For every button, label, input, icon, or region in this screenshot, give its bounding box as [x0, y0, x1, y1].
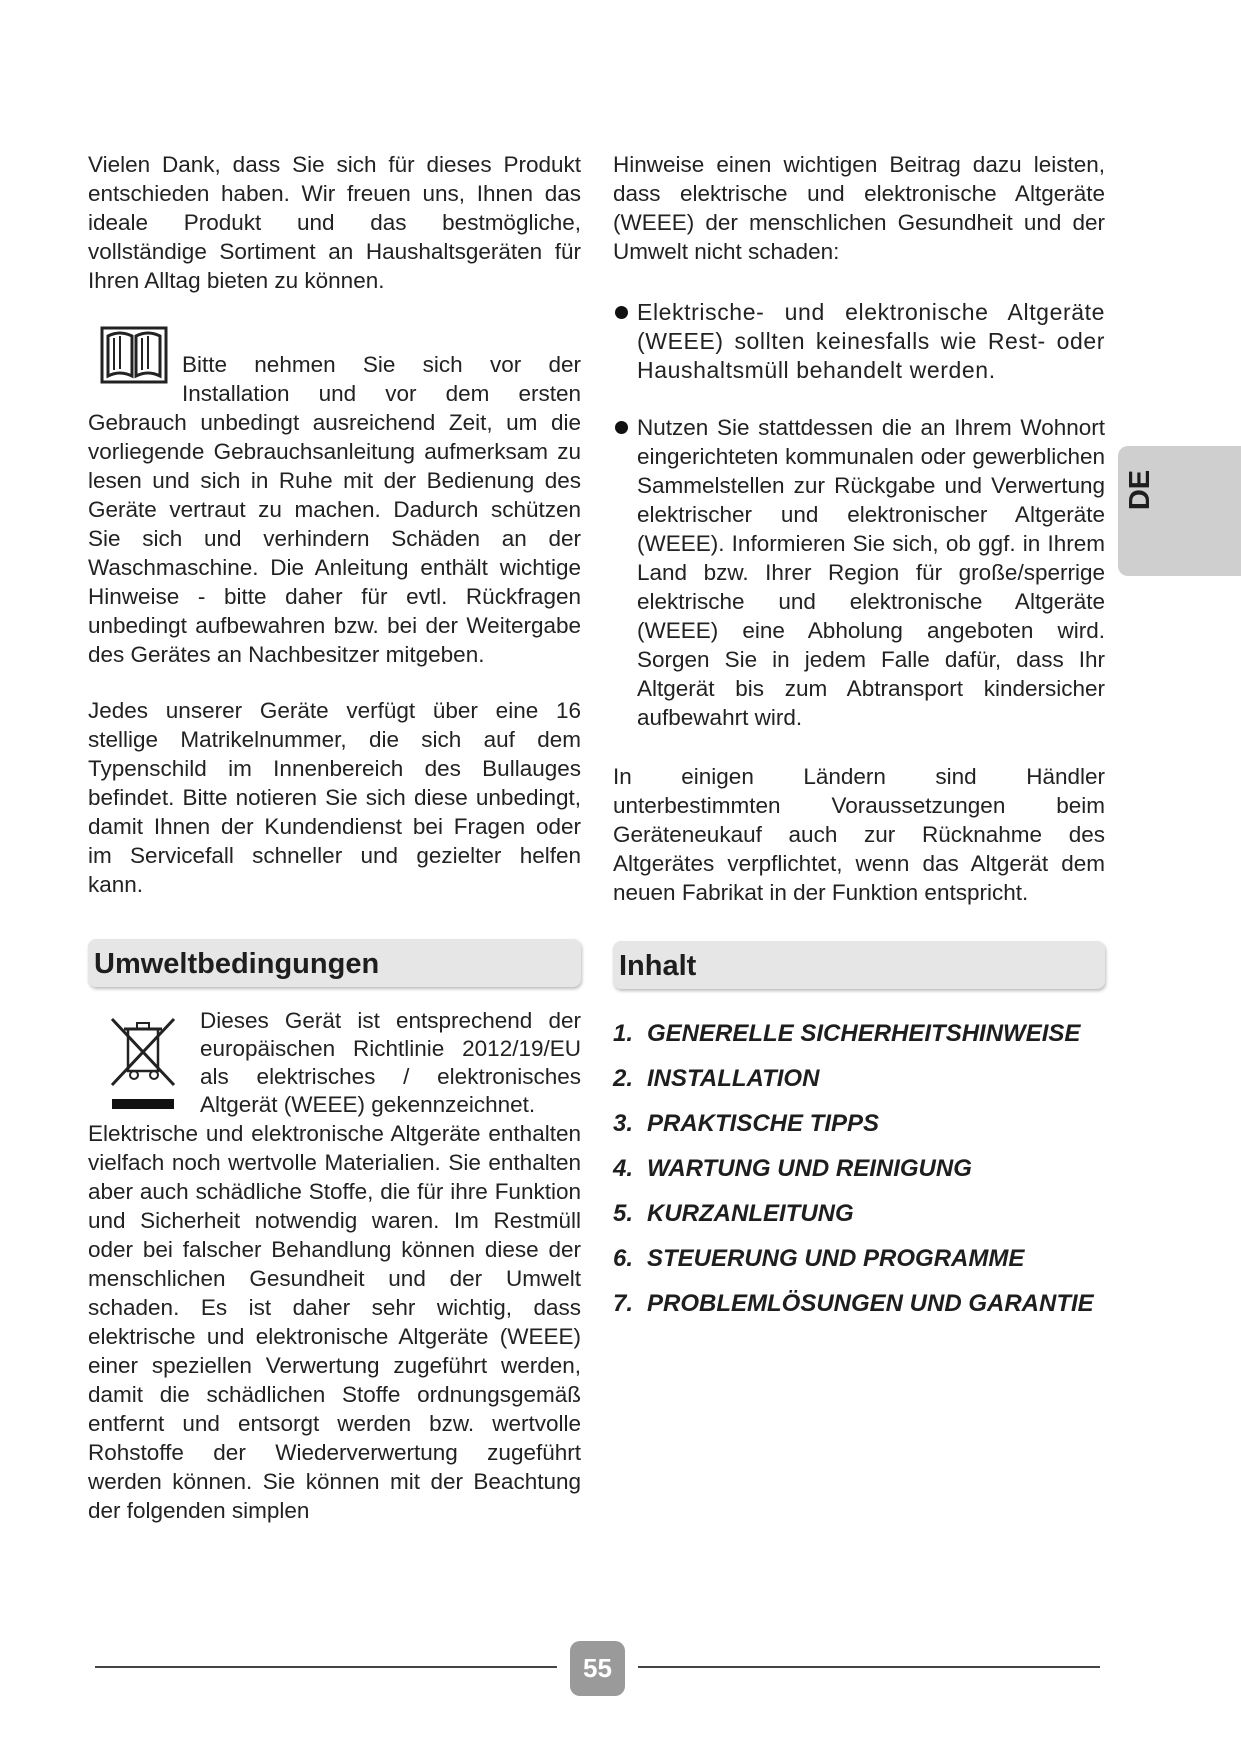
weee-marking-text: Dieses Gerät ist entsprechend der europäischen Richtlinie 2012/19/EU als elektrisches / elektronisches Altgerät (WEEE) gekennzeichnet.	[200, 1008, 581, 1117]
language-tab-label: DE	[1124, 469, 1156, 511]
footer-rule-left	[95, 1666, 557, 1668]
manual-paragraph: Bitte nehmen Sie sich vor der Installation und vor dem ersten Gebrauch unbedingt ausreichend Zeit, um die vorliegende Gebrauchsanleitung aufmerksam zu lesen und sich in Ruhe mit der Bedienung des Geräte vertraut zu machen. Dadurch schützen Sie sich und verhindern Schäden an der Waschmaschine. Die Anleitung enthält wichtige Hinweise - bitte daher für evtl. Rückfragen unbedingt aufbewahren bzw. bei der Weitergabe des Gerätes an Nachbesitzer mitgeben.	[88, 352, 581, 667]
manual-notice	[88, 322, 581, 669]
list-item: Nutzen Sie stattdessen die an Ihrem Wohnort eingerichteten kommunalen oder gewerblichen Sammelstellen zur Rückgabe und Verwertung elektrischer und elektronischer Altgeräte (WEEE). Informieren Sie sich, ob ggf. in Ihrem Land bzw. Ihrer Region für große/sperrige elektrische und elektronische Altgeräte (WEEE) eine Abholung angeboten wird. Sorgen Sie in jedem Falle dafür, dass Ihr Altgerät bis zum Abtransport kindersicher aufbewahrt wird.	[613, 413, 1105, 732]
left-column	[88, 150, 581, 1525]
intro-paragraph: Vielen Dank, dass Sie sich für dieses Produkt entschieden haben. Wir freuen uns, Ihnen das ideale Produkt und das bestmögliche, vollständige Sortiment an Haushaltsgeräten für Ihren Alltag bieten zu können.	[88, 152, 581, 293]
toc-item[interactable]: 2. INSTALLATION	[613, 1065, 820, 1092]
toc-item[interactable]: 5. KURZANLEITUNG	[613, 1200, 854, 1227]
table-of-contents	[613, 1019, 1105, 1319]
toc-item[interactable]: 3. PRAKTISCHE TIPPS	[613, 1110, 880, 1137]
serial-number-paragraph: Jedes unserer Geräte verfügt über eine 16 stellige Matrikelnummer, die sich auf dem Typenschild im Innenbereich des Bullauges befindet. Bitte notieren Sie sich diese unbedingt, damit Ihnen der Kundendienst bei Fragen oder im Servicefall schneller und gezielter helfen kann.	[88, 698, 581, 897]
page-number: 55	[570, 1641, 625, 1696]
continuation-paragraph: Hinweise einen wichtigen Beitrag dazu leisten, dass elektrische und elektronische Altgeräte (WEEE) der menschlichen Gesundheit und der Umwelt nicht schaden:	[613, 152, 1105, 264]
toc-item[interactable]: 4. WARTUNG UND REINIGUNG	[613, 1155, 972, 1182]
environment-heading: Umweltbedingungen	[88, 939, 581, 987]
footer-rule-right	[638, 1666, 1100, 1668]
disposal-bullet-list	[613, 298, 1105, 732]
bullet-dot-icon	[615, 306, 628, 319]
right-column	[613, 150, 1105, 1334]
crossed-out-wheelie-bin-icon	[108, 1015, 178, 1115]
weee-marking	[88, 1007, 581, 1119]
toc-heading: Inhalt	[613, 941, 1105, 989]
toc-item[interactable]: 7. PROBLEMLÖSUNGEN UND GARANTIE	[613, 1290, 1094, 1317]
open-book-icon	[100, 326, 168, 384]
toc-item[interactable]: 1. GENERELLE SICHERHEITSHINWEISE	[613, 1020, 1081, 1047]
list-item: Elektrische- und elektronische Altgeräte (WEEE) sollten keinesfalls wie Rest- oder Haushaltsmüll behandelt werden.	[613, 298, 1105, 385]
toc-item[interactable]: 6. STEUERUNG UND PROGRAMME	[613, 1245, 1025, 1272]
retailer-paragraph: In einigen Ländern sind Händler unterbestimmten Voraussetzungen beim Geräteneukauf auch zur Rücknahme des Altgerätes verpflichtet, wenn das Altgerät dem neuen Fabrikat in der Funktion entspricht.	[613, 764, 1105, 905]
weee-body-paragraph: Elektrische und elektronische Altgeräte enthalten vielfach noch wertvolle Materialien. Sie enthalten aber auch schädliche Stoffe, die für ihre Funktion und Sicherheit notwendig waren. Im Restmüll oder bei falscher Behandlung können diese der menschlichen Gesundheit und der Umwelt schaden. Es ist daher sehr wichtig, dass elektrische und elektronische Altgeräte (WEEE) einer speziellen Verwertung zugeführt werden, damit die schädlichen Stoffe ordnungsgemäß entfernt und entsorgt werden bzw. wertvolle Rohstoffe der Wiederverwertung zugeführt werden können. Sie können mit der Beachtung der folgenden simplen	[88, 1121, 581, 1523]
bullet-dot-icon	[615, 421, 628, 434]
language-tab	[1118, 446, 1241, 576]
